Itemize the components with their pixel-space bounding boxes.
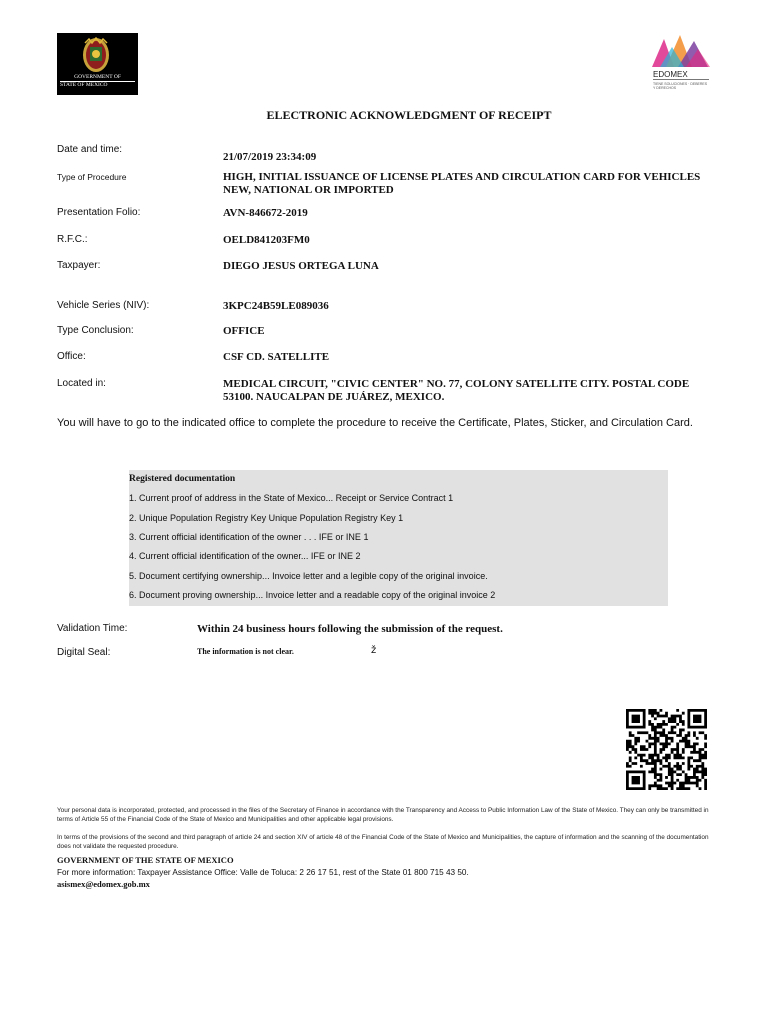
privacy-notice: Your personal data is incorporated, protected, and processed in the files of the Secretary of Finance in accordance with the Transparency and Access to Public Information Law of the State of Mexico. They can only be transmitted in terms of Article 55 of the Financial Code of the State of Mexico and Municipalities and other applicable legal provisions. bbox=[57, 807, 709, 823]
located-value: MEDICAL CIRCUIT, "CIVIC CENTER" NO. 77, COLONY SATELLITE CITY. POSTAL CODE 53100. NAUCALPAN DE JUÁREZ, MEXICO. bbox=[223, 378, 690, 403]
gov-logo-caption-2: STATE OF MEXICO bbox=[60, 82, 108, 88]
validation-time-value: Within 24 business hours following the submission of the request. bbox=[197, 623, 503, 635]
documentation-heading: Registered documentation bbox=[129, 474, 236, 484]
documentation-item: 4. Current official identification of the owner... IFE or INE 2 bbox=[129, 551, 361, 561]
type-conclusion-value: OFFICE bbox=[223, 325, 265, 337]
legal-notice: In terms of the provisions of the second and third paragraph of article 24 and section XIV of article 48 of the Financial Code of the State of Mexico and Municipalities, the capture of information and the scanning of the documentation does not validate the requested procedure. bbox=[57, 834, 709, 850]
documentation-item: 1. Current proof of address in the State of Mexico... Receipt or Service Contract 1 bbox=[129, 493, 454, 503]
contact-email-link[interactable]: asismex@edomex.gob.mx bbox=[57, 879, 150, 889]
documentation-item: 2. Unique Population Registry Key Unique Population Registry Key 1 bbox=[129, 513, 404, 523]
office-label: Office: bbox=[57, 351, 86, 362]
folio-value: AVN-846672-2019 bbox=[223, 207, 308, 219]
taxpayer-label: Taxpayer: bbox=[57, 260, 101, 271]
rfc-label: R.F.C.: bbox=[57, 234, 88, 245]
edomex-logo bbox=[648, 33, 714, 95]
documentation-item: 6. Document proving ownership... Invoice letter and a readable copy of the original invoice 2 bbox=[129, 590, 496, 600]
digital-seal-mark: ž bbox=[371, 645, 377, 656]
taxpayer-value: DIEGO JESUS ORTEGA LUNA bbox=[223, 260, 379, 272]
registered-documentation-box bbox=[129, 470, 668, 606]
date-time-value: 21/07/2019 23:34:09 bbox=[223, 151, 317, 163]
documentation-item: 3. Current official identification of the owner . . . IFE or INE 1 bbox=[129, 532, 369, 542]
coat-of-arms-icon bbox=[82, 37, 110, 73]
government-name: GOVERNMENT OF THE STATE OF MEXICO bbox=[57, 855, 234, 865]
more-info-text: For more information: Taxpayer Assistance Office: Valle de Toluca: 2 26 17 51, rest of the State 01 800 715 43 50. bbox=[57, 868, 469, 877]
vehicle-series-label: Vehicle Series (NIV): bbox=[57, 300, 150, 311]
procedure-type-label: Type of Procedure bbox=[57, 172, 127, 182]
edomex-logo-word: EDOMEX bbox=[653, 70, 709, 80]
digital-seal-label: Digital Seal: bbox=[57, 647, 111, 658]
government-logo bbox=[57, 33, 138, 95]
instructions-text: You will have to go to the indicated office to complete the procedure to receive the Certificate, Plates, Sticker, and Circulation Card. bbox=[57, 417, 693, 429]
gov-logo-caption-1: GOVERNMENT OF bbox=[60, 74, 135, 82]
office-value: CSF CD. SATELLITE bbox=[223, 351, 330, 363]
documentation-item: 5. Document certifying ownership... Invoice letter and a legible copy of the original invoice. bbox=[129, 571, 488, 581]
folio-label: Presentation Folio: bbox=[57, 207, 141, 218]
date-time-label: Date and time: bbox=[57, 144, 123, 155]
vehicle-series-value: 3KPC24B59LE089036 bbox=[223, 300, 329, 312]
qr-code bbox=[625, 709, 708, 790]
edomex-logo-tagline: TIENE SOLUCIONES · DEBERES Y DERECHOS bbox=[653, 82, 708, 90]
procedure-type-value: HIGH, INITIAL ISSUANCE OF LICENSE PLATES AND CIRCULATION CARD FOR VEHICLES NEW, NATIONAL OR IMPORTED bbox=[223, 171, 701, 196]
type-conclusion-label: Type Conclusion: bbox=[57, 325, 134, 336]
digital-seal-value: The information is not clear. bbox=[197, 647, 294, 656]
rfc-value: OELD841203FM0 bbox=[223, 234, 310, 246]
validation-time-label: Validation Time: bbox=[57, 623, 128, 634]
located-label: Located in: bbox=[57, 378, 106, 389]
document-title: ELECTRONIC ACKNOWLEDGMENT OF RECEIPT bbox=[266, 108, 552, 122]
edomex-mountains-icon bbox=[648, 33, 714, 71]
